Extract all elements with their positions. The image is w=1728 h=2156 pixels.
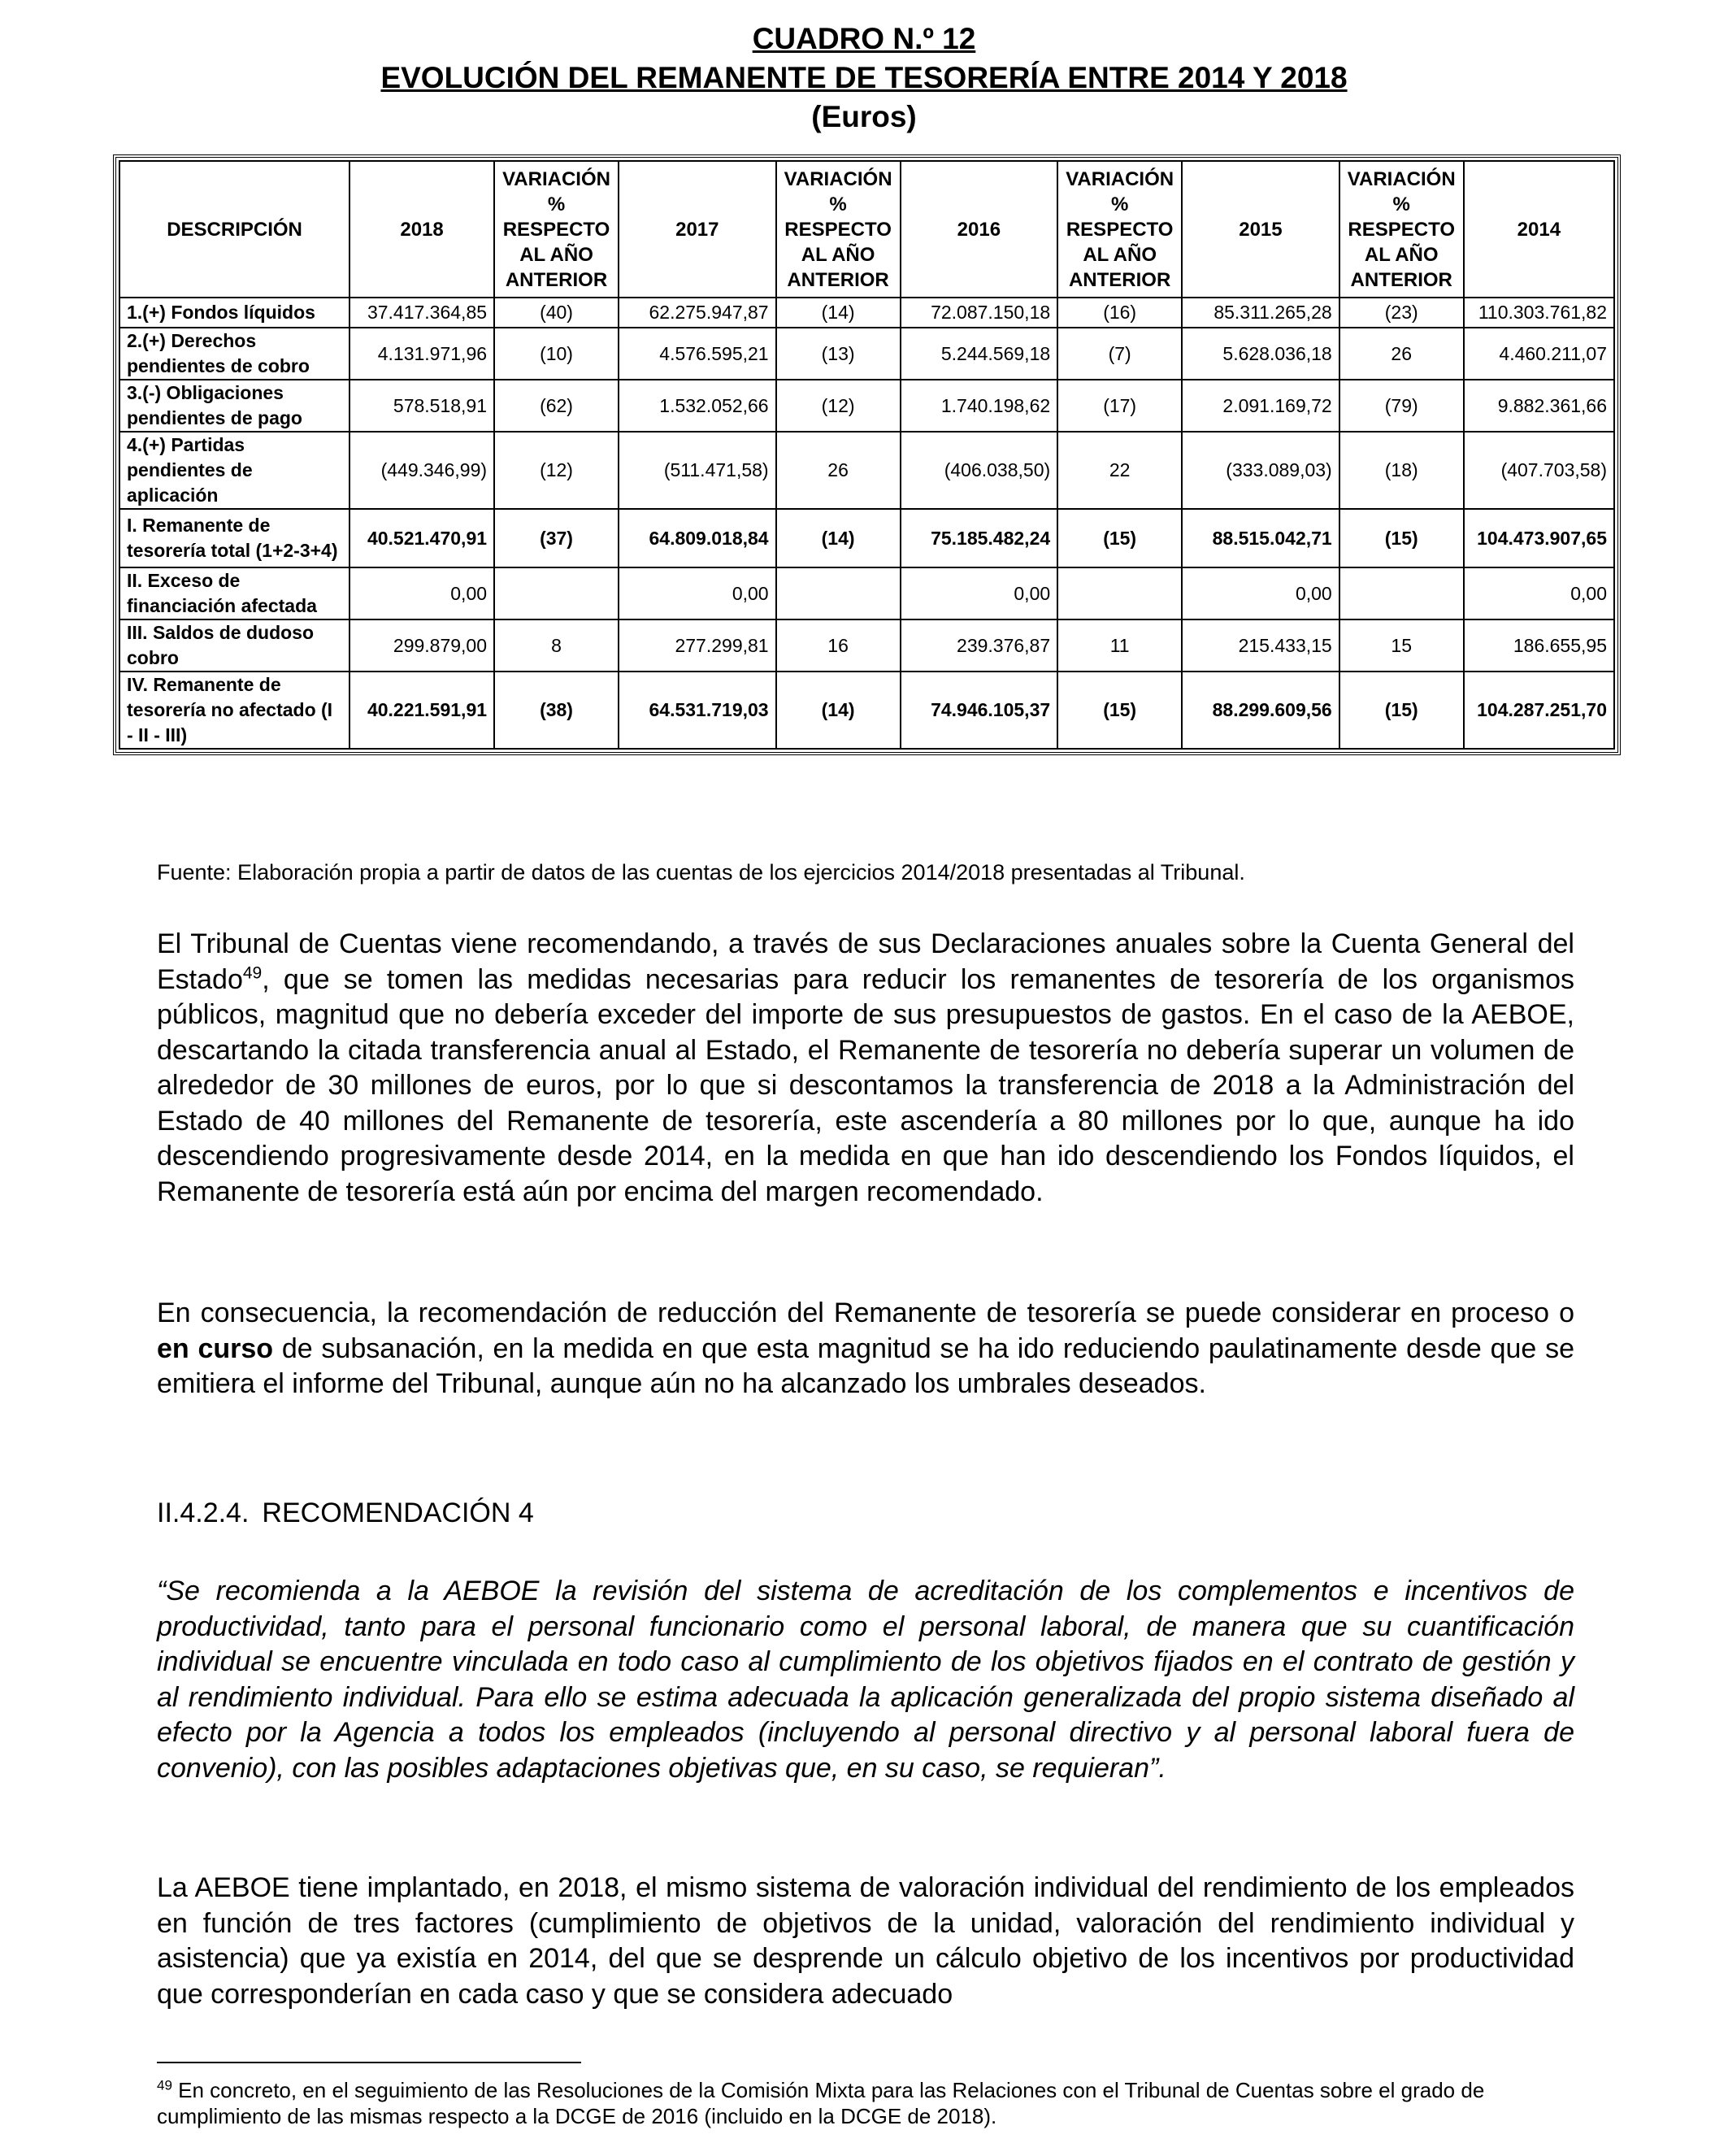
variation-cell: 15 (1339, 619, 1464, 672)
table-number: CUADRO N.º 12 (752, 22, 976, 55)
variation-cell: (14) (776, 298, 901, 328)
amount-cell: 88.515.042,71 (1182, 509, 1339, 567)
variation-cell: 16 (776, 619, 901, 672)
amount-cell: 37.417.364,85 (350, 298, 494, 328)
col-header: VARIACIÓN % RESPECTO AL AÑO ANTERIOR (1057, 161, 1182, 298)
table-row (119, 567, 1614, 619)
variation-cell: (79) (1339, 380, 1464, 432)
paragraph-2 (157, 1296, 1574, 1402)
variation-cell: (15) (1339, 672, 1464, 749)
amount-cell: 110.303.761,82 (1464, 298, 1614, 328)
emphasis-text: en curso (157, 1332, 274, 1364)
footnote-divider (157, 2062, 581, 2063)
amount-cell: 85.311.265,28 (1182, 298, 1339, 328)
amount-cell: 4.576.595,21 (619, 328, 776, 380)
variation-cell: (37) (494, 509, 619, 567)
variation-cell: 8 (494, 619, 619, 672)
col-header: VARIACIÓN % RESPECTO AL AÑO ANTERIOR (494, 161, 619, 298)
amount-cell: 0,00 (619, 567, 776, 619)
amount-cell: (406.038,50) (901, 432, 1058, 509)
amount-cell: 0,00 (350, 567, 494, 619)
variation-cell: (23) (1339, 298, 1464, 328)
paragraph-text: El Tribunal de Cuentas viene recomendando, a través de sus Declaraciones anuales sobre la Cuenta General del Estado (157, 928, 1574, 995)
variation-cell: (62) (494, 380, 619, 432)
amount-cell: 299.879,00 (350, 619, 494, 672)
data-table-frame (113, 154, 1621, 755)
variation-cell: (15) (1339, 509, 1464, 567)
row-description: 4.(+) Partidas pendientes de aplicación (119, 432, 350, 509)
variation-cell (776, 567, 901, 619)
table-row (119, 432, 1614, 509)
amount-cell: 5.244.569,18 (901, 328, 1058, 380)
paragraph-text: , que se tomen las medidas necesarias para reducir los remanentes de tesorería de los organismos públicos, magnitud que no debería exceder del importe de sus presupuestos de gastos. En el caso de la AEBOE, descartando la citada transferencia anual al Estado, el Remanente de tesorería no debería superar un volumen de alrededor de 30 millones de euros, por lo que si descontamos la transferencia de 2018 a la Administración del Estado de 40 millones del Remanente de tesorería, este ascendería a 80 millones por lo que, aunque ha ido descendiendo progresivamente desde 2014, en la medida en que han ido descendiendo los Fondos líquidos, el Remanente de tesorería está aún por encima del margen recomendado. (157, 963, 1574, 1207)
amount-cell: 40.221.591,91 (350, 672, 494, 749)
amount-cell: 72.087.150,18 (901, 298, 1058, 328)
table-row (119, 298, 1614, 328)
col-header: DESCRIPCIÓN (119, 161, 350, 298)
heading-text: RECOMENDACIÓN 4 (262, 1497, 534, 1528)
col-header: VARIACIÓN % RESPECTO AL AÑO ANTERIOR (776, 161, 901, 298)
footnote-number: 49 (157, 2077, 172, 2093)
variation-cell: (7) (1057, 328, 1182, 380)
amount-cell: 277.299,81 (619, 619, 776, 672)
paragraph-text: En consecuencia, la recomendación de reducción del Remanente de tesorería se puede considerar en proceso o (157, 1298, 1574, 1328)
variation-cell: (14) (776, 672, 901, 749)
variation-cell: (14) (776, 509, 901, 567)
table-row (119, 509, 1614, 567)
footnote-ref: 49 (242, 963, 263, 983)
amount-cell: 64.809.018,84 (619, 509, 776, 567)
amount-cell: 75.185.482,24 (901, 509, 1058, 567)
variation-cell: (17) (1057, 380, 1182, 432)
row-description: 3.(-) Obligaciones pendientes de pago (119, 380, 350, 432)
amount-cell: 88.299.609,56 (1182, 672, 1339, 749)
row-description: 1.(+) Fondos líquidos (119, 298, 350, 328)
amount-cell: 0,00 (1464, 567, 1614, 619)
col-header: 2016 (901, 161, 1058, 298)
amount-cell: 5.628.036,18 (1182, 328, 1339, 380)
amount-cell: 104.473.907,65 (1464, 509, 1614, 567)
variation-cell: (18) (1339, 432, 1464, 509)
table-row (119, 380, 1614, 432)
heading-number: II.4.2.4. (157, 1497, 250, 1528)
row-description: 2.(+) Derechos pendientes de cobro (119, 328, 350, 380)
section-heading (157, 1496, 534, 1531)
amount-cell: 62.275.947,87 (619, 298, 776, 328)
amount-cell: 239.376,87 (901, 619, 1058, 672)
amount-cell: 0,00 (1182, 567, 1339, 619)
variation-cell: (16) (1057, 298, 1182, 328)
amount-cell: 74.946.105,37 (901, 672, 1058, 749)
amount-cell: 40.521.470,91 (350, 509, 494, 567)
variation-cell: (12) (494, 432, 619, 509)
amount-cell: 2.091.169,72 (1182, 380, 1339, 432)
remanente-table (119, 160, 1615, 750)
variation-cell: 11 (1057, 619, 1182, 672)
amount-cell: 64.531.719,03 (619, 672, 776, 749)
amount-cell: 9.882.361,66 (1464, 380, 1614, 432)
amount-cell: 1.532.052,66 (619, 380, 776, 432)
paragraph-4: La AEBOE tiene implantado, en 2018, el mismo sistema de valoración individual del rendimiento de los empleados en función de tres factores (cumplimiento de objetivos de la unidad, valoración del rendimiento individual y asistencia) que ya existía en 2014, del que se desprende un cálculo objetivo de los incentivos por productividad que corresponderían en cada caso y que se considera adecuado (157, 1872, 1574, 2010)
row-description: III. Saldos de dudoso cobro (119, 619, 350, 672)
table-title: EVOLUCIÓN DEL REMANENTE DE TESORERÍA ENTRE 2014 Y 2018 (380, 61, 1348, 94)
amount-cell: 1.740.198,62 (901, 380, 1058, 432)
variation-cell: 22 (1057, 432, 1182, 509)
variation-cell (1339, 567, 1464, 619)
variation-cell: (15) (1057, 509, 1182, 567)
paragraph-text: de subsanación, en la medida en que esta magnitud se ha ido reduciendo paulatinamente desde que se emitiera el informe del Tribunal, aunque aún no ha alcanzado los umbrales deseados. (157, 1332, 1574, 1399)
table-source: Fuente: Elaboración propia a partir de datos de las cuentas de los ejercicios 2014/2018 presentadas al Tribunal. (157, 860, 1245, 885)
amount-cell: 186.655,95 (1464, 619, 1614, 672)
variation-cell: (38) (494, 672, 619, 749)
col-header: 2017 (619, 161, 776, 298)
table-units: (Euros) (811, 100, 917, 133)
variation-cell: (12) (776, 380, 901, 432)
row-description: I. Remanente de tesorería total (1+2-3+4) (119, 509, 350, 567)
variation-cell: (10) (494, 328, 619, 380)
table-body (119, 298, 1614, 749)
variation-cell: (13) (776, 328, 901, 380)
variation-cell: 26 (776, 432, 901, 509)
amount-cell: (333.089,03) (1182, 432, 1339, 509)
amount-cell: 215.433,15 (1182, 619, 1339, 672)
col-header: VARIACIÓN % RESPECTO AL AÑO ANTERIOR (1339, 161, 1464, 298)
variation-cell (1057, 567, 1182, 619)
col-header: 2015 (1182, 161, 1339, 298)
table-row (119, 619, 1614, 672)
col-header: 2014 (1464, 161, 1614, 298)
table-row (119, 328, 1614, 380)
amount-cell: 0,00 (901, 567, 1058, 619)
amount-cell: (511.471,58) (619, 432, 776, 509)
table-header-row (119, 161, 1614, 298)
variation-cell: (40) (494, 298, 619, 328)
amount-cell: (449.346,99) (350, 432, 494, 509)
recommendation-quote: “Se recomienda a la AEBOE la revisión del sistema de acreditación de los complementos e incentivos de productividad, tanto para el personal funcionario como el personal laboral, de manera que su cuantificación individual se encuentre vinculada en todo caso al cumplimiento de los objetivos fijados en el contrato de gestión y al rendimiento individual. Para ello se estima adecuada la aplicación generalizada del propio sistema diseñado al efecto por la Agencia a todos los empleados (incluyendo al personal directivo y al personal laboral fuera de convenio), con las posibles adaptaciones objetivas que, en su caso, se requieran”. (157, 1576, 1574, 1784)
amount-cell: 4.460.211,07 (1464, 328, 1614, 380)
footnote-text: En concreto, en el seguimiento de las Resoluciones de la Comisión Mixta para las Relaciones con el Tribunal de Cuentas sobre el grado de cumplimiento de las mismas respecto a la DCGE de 2016 (incluido en la DCGE de 2018). (157, 2078, 1485, 2128)
variation-cell (494, 567, 619, 619)
paragraph-1 (157, 927, 1574, 1210)
footnote (157, 2077, 1574, 2129)
table-row (119, 672, 1614, 749)
amount-cell: (407.703,58) (1464, 432, 1614, 509)
variation-cell: 26 (1339, 328, 1464, 380)
row-description: IV. Remanente de tesorería no afectado (I - II - III) (119, 672, 350, 749)
variation-cell: (15) (1057, 672, 1182, 749)
amount-cell: 104.287.251,70 (1464, 672, 1614, 749)
row-description: II. Exceso de financiación afectada (119, 567, 350, 619)
amount-cell: 4.131.971,96 (350, 328, 494, 380)
col-header: 2018 (350, 161, 494, 298)
amount-cell: 578.518,91 (350, 380, 494, 432)
